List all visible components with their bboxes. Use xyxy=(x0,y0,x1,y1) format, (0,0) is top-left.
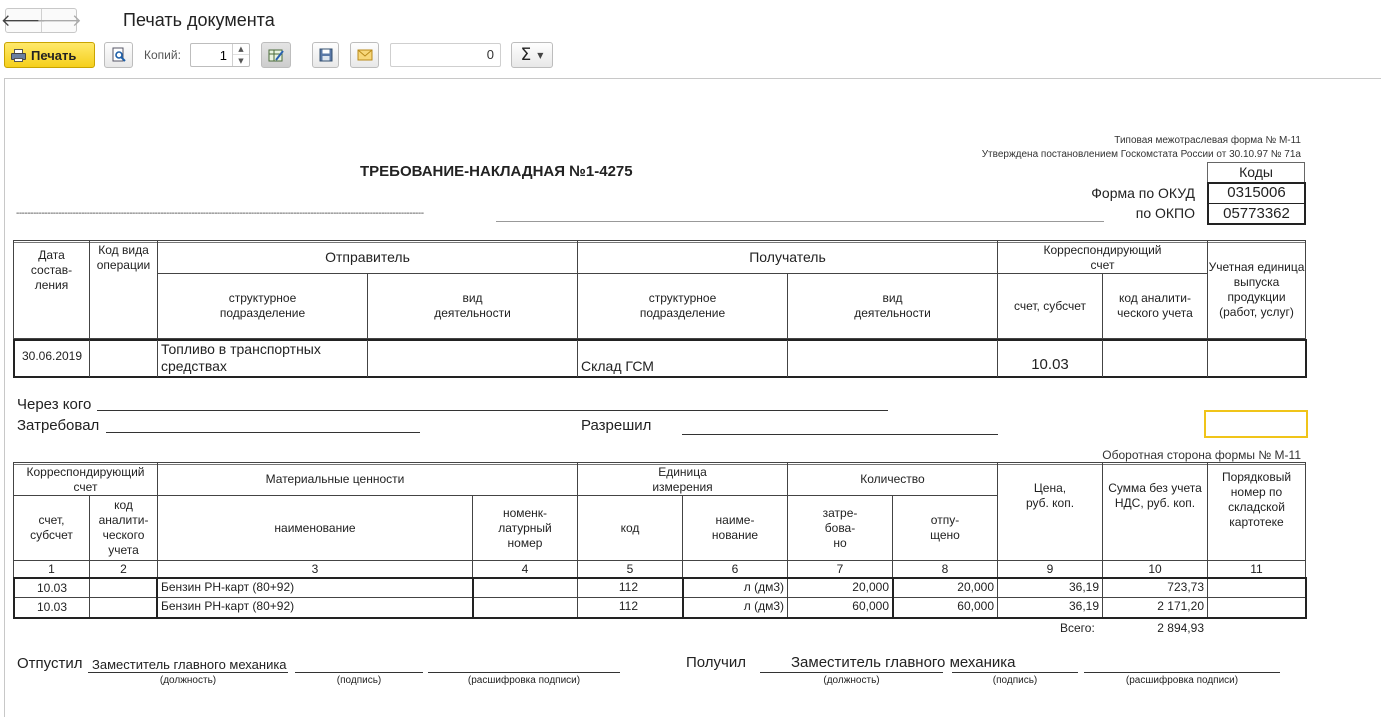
items-analytic-header: код аналити-ческого учета xyxy=(98,498,149,557)
account-subaccount-header: счет, субсчет xyxy=(1014,298,1086,313)
unit-measure-header: Единица измерения xyxy=(652,464,713,494)
receiver-department: Склад ГСМ xyxy=(581,358,654,374)
sum-field[interactable]: 0 xyxy=(390,43,501,67)
dv3 xyxy=(367,340,368,377)
received-decode-caption: (расшифровка подписи) xyxy=(1125,674,1239,686)
item-name-header: наименование xyxy=(274,520,356,535)
received-label: Получил xyxy=(686,654,746,671)
analytic-code-header: код аналити-ческого учета xyxy=(1117,291,1193,320)
row-price: 36,19 xyxy=(1068,580,1099,594)
row-requested: 60,000 xyxy=(852,599,889,613)
released-decode-caption: (расшифровка подписи) xyxy=(467,674,581,686)
received-signature-line xyxy=(952,672,1078,673)
receiver-activity-header: вид деятельности xyxy=(854,291,931,320)
issued-qty-header: отпу-щено xyxy=(930,513,960,542)
row-unit-name: л (дм3) xyxy=(743,580,784,594)
released-signature-caption: (подпись) xyxy=(336,674,382,686)
rv10 xyxy=(1207,579,1208,617)
requested-label: Затребовал xyxy=(17,417,100,434)
spin-down-icon[interactable]: ▼ xyxy=(238,56,244,65)
row-account: 10.03 xyxy=(36,599,68,614)
dv4 xyxy=(577,340,578,377)
col-num-4: 4 xyxy=(521,561,529,576)
form-approval-note: Утверждена постановлением Госкомстата России от 30.10.97 № 71а xyxy=(981,149,1301,160)
okpo-value: 05773362 xyxy=(1223,204,1290,222)
unit-output-header: Учетная единица выпуска продукции (работ, услуг) xyxy=(1208,260,1305,319)
form-note: Типовая межотраслевая форма № М-11 xyxy=(1114,135,1301,146)
col-num-3: 3 xyxy=(311,561,319,576)
sigma-icon: Σ xyxy=(520,45,532,65)
col-num-9: 9 xyxy=(1046,561,1054,576)
opcode-header: Код вида операции xyxy=(96,243,151,272)
released-label: Отпустил xyxy=(17,655,83,672)
date-header: Дата состав-ления xyxy=(30,247,73,292)
receiver-header: Получатель xyxy=(749,249,826,266)
released-position: Заместитель главного механика xyxy=(92,657,287,672)
row-sum: 2 171,20 xyxy=(1157,599,1204,613)
organization-underline xyxy=(496,221,1104,222)
row-sum: 723,73 xyxy=(1167,580,1204,594)
row-divider xyxy=(15,597,1305,598)
received-position-line xyxy=(760,672,943,673)
back-side-label: Оборотная сторона формы № М-11 xyxy=(1102,448,1301,462)
rv2 xyxy=(156,579,158,617)
arrow-left-icon: 🡐 xyxy=(0,10,47,31)
dv1 xyxy=(89,340,90,377)
nomenclature-header: номенк-латурный номер xyxy=(498,505,552,550)
quantity-header: Количество xyxy=(860,472,925,486)
total-value: 2 894,93 xyxy=(1157,621,1204,635)
col-num-5: 5 xyxy=(626,561,634,576)
sender-struct-header: структурное подразделение xyxy=(219,291,306,320)
col-num-10: 10 xyxy=(1148,561,1162,576)
okud-label: Форма по ОКУД xyxy=(1091,185,1195,201)
rv3 xyxy=(472,579,474,617)
items-account-header: счет, субсчет xyxy=(30,513,73,542)
okud-value: 0315006 xyxy=(1227,183,1286,201)
chevron-down-icon: ▼ xyxy=(537,50,544,60)
sender-header: Отправитель xyxy=(325,249,410,266)
rv1 xyxy=(89,579,90,617)
codes-header: Коды xyxy=(1239,163,1273,180)
allowed-label: Разрешил xyxy=(581,417,652,434)
row-item-name: Бензин РН-карт (80+92) xyxy=(161,580,295,594)
received-signature-caption: (подпись) xyxy=(992,674,1038,686)
row-account: 10.03 xyxy=(36,580,68,595)
items-corr-header: Корреспондирующий счет xyxy=(26,464,145,494)
copies-label: Копий: xyxy=(144,48,181,62)
allowed-line xyxy=(682,434,998,435)
total-label: Всего: xyxy=(1060,621,1095,635)
row-requested: 20,000 xyxy=(852,580,889,594)
card-number-header: Порядковый номер по складской картотеке xyxy=(1221,470,1292,529)
dv8 xyxy=(1207,340,1208,377)
unit-name-header: наиме-нование xyxy=(711,513,759,542)
row-unit-name: л (дм3) xyxy=(743,599,784,613)
row-item-name: Бензин РН-карт (80+92) xyxy=(161,599,295,613)
row-price: 36,19 xyxy=(1068,599,1099,613)
requested-qty-header: затре-бова-но xyxy=(822,505,858,550)
selected-cell[interactable] xyxy=(1204,410,1308,438)
dv2 xyxy=(157,340,158,377)
sender-activity-header: вид деятельности xyxy=(434,291,511,320)
materials-header: Материальные ценности xyxy=(265,472,405,486)
dv5 xyxy=(787,340,788,377)
document-date: 30.06.2019 xyxy=(21,349,83,363)
price-header: Цена, руб. коп. xyxy=(1025,481,1075,510)
unit-code-header: код xyxy=(620,520,640,535)
col-num-7: 7 xyxy=(836,561,844,576)
released-decode-line xyxy=(428,672,620,673)
spin-up-icon[interactable]: ▲ xyxy=(233,44,249,55)
col-num-2: 2 xyxy=(120,561,127,576)
col-num-6: 6 xyxy=(731,561,739,576)
through-label: Через кого xyxy=(17,396,92,413)
received-position: Заместитель главного механика xyxy=(791,654,1016,671)
arrow-right-icon: 🡒 xyxy=(36,10,82,31)
corr-account-value: 10.03 xyxy=(1031,355,1069,373)
sender-department: Топливо в транспортных средствах xyxy=(161,341,321,374)
col-num-11: 11 xyxy=(1250,561,1263,576)
sum-header: Сумма без учета НДС, руб. коп. xyxy=(1108,481,1202,510)
document-title: ТРЕБОВАНИЕ-НАКЛАДНАЯ №1-4275 xyxy=(360,163,633,180)
released-position-caption: (должность) xyxy=(159,674,217,686)
col-num-8: 8 xyxy=(941,561,949,576)
row-unit-code: 112 xyxy=(618,580,638,594)
released-position-line xyxy=(88,672,288,673)
released-signature-line xyxy=(295,672,423,673)
received-decode-line xyxy=(1084,672,1280,673)
print-button-label: Печать xyxy=(31,47,77,63)
requested-line xyxy=(106,432,420,433)
received-position-caption: (должность) xyxy=(823,674,880,686)
col-num-1: 1 xyxy=(48,561,55,576)
through-line xyxy=(97,410,888,411)
okpo-label: по ОКПО xyxy=(1135,205,1195,221)
organization-line: ------------------------------------------------------------------------------------------------------------------------------------------------ xyxy=(16,208,424,219)
corr-account-header: Корреспондирующий счет xyxy=(1043,242,1162,272)
row-issued: 60,000 xyxy=(957,599,994,613)
window-title: Печать документа xyxy=(123,10,275,30)
row-unit-code: 112 xyxy=(618,599,638,613)
row-issued: 20,000 xyxy=(957,580,994,594)
dv7 xyxy=(1102,340,1103,377)
receiver-struct-header: структурное подразделение xyxy=(639,291,726,320)
